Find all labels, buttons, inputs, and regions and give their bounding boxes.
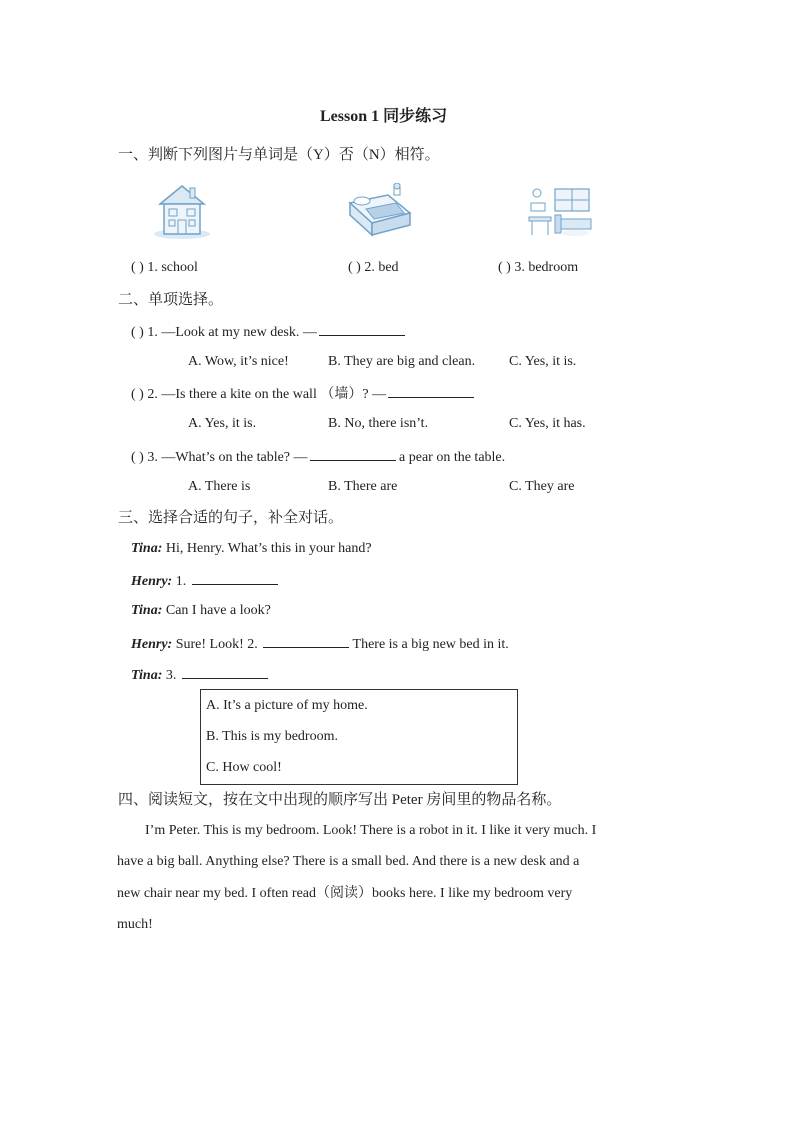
s1-item-1 bbox=[131, 258, 198, 278]
dialogue-text: Can I have a look? bbox=[165, 603, 271, 618]
question-text: 2. —Is there a kite on the wall （墙）? — bbox=[147, 387, 387, 402]
s2-question-3 bbox=[131, 446, 505, 468]
bedroom-icon bbox=[527, 185, 595, 239]
dialogue-text: 3. bbox=[165, 668, 180, 683]
dialogue-line bbox=[131, 664, 268, 686]
s1-item-3 bbox=[498, 258, 578, 278]
dialogue-text: Sure! Look! 2. bbox=[175, 637, 262, 652]
s2-question-2 bbox=[131, 383, 474, 405]
answer-paren[interactable]: ( ) bbox=[131, 325, 144, 340]
option-a: A. It’s a picture of my home. bbox=[206, 698, 368, 713]
dialogue-line bbox=[131, 570, 278, 592]
answer-paren[interactable]: ( ) bbox=[348, 260, 361, 275]
item-text: 1. school bbox=[147, 260, 198, 275]
s2-q3-option-a: A. There is bbox=[188, 479, 251, 494]
s2-q2-option-a: A. Yes, it is. bbox=[188, 416, 257, 431]
answer-paren[interactable]: ( ) bbox=[131, 387, 144, 402]
s2-q3-option-b: B. There are bbox=[328, 479, 398, 494]
s2-q2-option-c: C. Yes, it has. bbox=[509, 416, 586, 431]
answer-paren[interactable]: ( ) bbox=[131, 450, 144, 465]
answer-blank[interactable] bbox=[192, 570, 278, 585]
passage-line: have a big ball. Anything else? There is a small bed. And there is a new desk and a bbox=[117, 854, 580, 869]
section2-heading: 二、单项选择。 bbox=[118, 292, 224, 308]
speaker-name: Tina: bbox=[131, 668, 163, 683]
question-text-after: a pear on the table. bbox=[395, 450, 506, 465]
page-title: Lesson 1 同步练习 bbox=[320, 108, 448, 125]
speaker-name: Tina: bbox=[131, 541, 163, 556]
s2-q2-option-b: B. No, there isn’t. bbox=[328, 416, 429, 431]
s2-question-1 bbox=[131, 321, 405, 343]
answer-blank[interactable] bbox=[310, 446, 396, 461]
answer-blank[interactable] bbox=[319, 321, 405, 336]
house-icon bbox=[152, 182, 212, 240]
answer-blank[interactable] bbox=[263, 633, 349, 648]
passage-line: new chair near my bed. I often read（阅读）books here. I like my bedroom very bbox=[117, 886, 573, 901]
answer-paren[interactable]: ( ) bbox=[498, 260, 511, 275]
answer-blank[interactable] bbox=[182, 664, 268, 679]
passage-line: much! bbox=[117, 917, 153, 932]
question-text: 3. —What’s on the table? — bbox=[147, 450, 308, 465]
s2-q1-option-a: A. Wow, it’s nice! bbox=[188, 354, 289, 369]
speaker-name: Tina: bbox=[131, 603, 163, 618]
s1-item-2 bbox=[348, 258, 399, 278]
section4-heading: 四、阅读短文，按在文中出现的顺序写出 Peter 房间里的物品名称。 bbox=[118, 792, 562, 808]
item-text: 2. bed bbox=[364, 260, 399, 275]
dialogue-text: 1. bbox=[175, 574, 190, 589]
option-c: C. How cool! bbox=[206, 760, 282, 775]
speaker-name: Henry: bbox=[131, 637, 173, 652]
s2-q3-option-c: C. They are bbox=[509, 479, 575, 494]
dialogue-text-after: There is a big new bed in it. bbox=[349, 637, 509, 652]
item-text: 3. bedroom bbox=[514, 260, 579, 275]
passage-line: I’m Peter. This is my bedroom. Look! There is a robot in it. I like it very much. I bbox=[145, 823, 597, 838]
answer-paren[interactable]: ( ) bbox=[131, 260, 144, 275]
question-text: 1. —Look at my new desk. — bbox=[147, 325, 317, 340]
dialogue-line bbox=[131, 633, 509, 655]
bed-icon bbox=[344, 183, 414, 241]
s2-q1-option-b: B. They are big and clean. bbox=[328, 354, 476, 369]
s2-q1-option-c: C. Yes, it is. bbox=[509, 354, 577, 369]
option-b: B. This is my bedroom. bbox=[206, 729, 338, 744]
dialogue-text: Hi, Henry. What’s this in your hand? bbox=[165, 541, 372, 556]
section1-heading: 一、判断下列图片与单词是（Y）否（N）相符。 bbox=[118, 147, 440, 163]
answer-blank[interactable] bbox=[388, 383, 474, 398]
speaker-name: Henry: bbox=[131, 574, 173, 589]
section3-heading: 三、选择合适的句子，补全对话。 bbox=[118, 510, 344, 526]
dialogue-line bbox=[131, 539, 372, 559]
dialogue-line bbox=[131, 601, 271, 621]
